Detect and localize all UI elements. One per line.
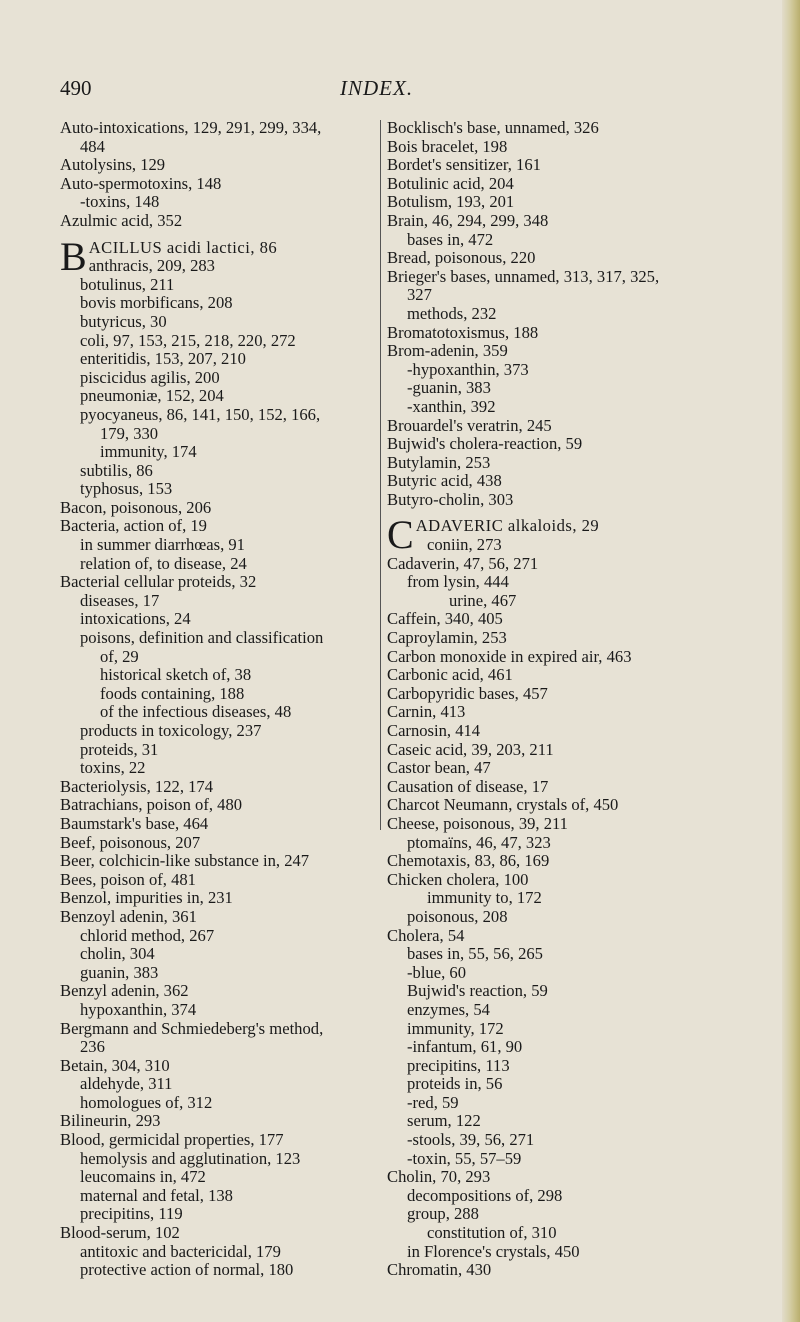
index-entry: in Florence's crystals, 450 [407, 1241, 580, 1261]
index-entry: piscicidus agilis, 200 [80, 367, 220, 387]
index-entry: decompositions of, 298 [407, 1185, 563, 1205]
index-entry: constitution of, 310 [427, 1223, 557, 1243]
index-entry-text: ACILLUS acidi lactici, 86 [88, 237, 278, 257]
index-entry: in summer diarrhœas, 91 [80, 535, 245, 555]
index-entry: Bacterial cellular proteids, 32 [60, 572, 257, 592]
index-entry: protective action of normal, 180 [80, 1260, 294, 1280]
index-entry: -hypoxanthin, 373 [407, 359, 529, 379]
index-entry: Brain, 46, 294, 299, 348 [387, 210, 549, 230]
index-entry: Carnin, 413 [387, 702, 466, 722]
index-entry: Beef, poisonous, 207 [60, 832, 201, 852]
index-entry: Caseic acid, 39, 203, 211 [387, 739, 554, 759]
index-entry: Carbon monoxide in expired air, 463 [387, 646, 632, 666]
index-entry: Brieger's bases, unnamed, 313, 317, 325, [387, 266, 660, 286]
page-header [60, 76, 760, 106]
index-entry: botulinus, 211 [80, 274, 175, 294]
index-entry: -guanin, 383 [407, 378, 491, 398]
index-entry: Bergmann and Schmiedeberg's method, [60, 1018, 324, 1038]
index-entry: 236 [80, 1037, 105, 1057]
index-entry: urine, 467 [449, 590, 517, 610]
index-entry: Cholin, 70, 293 [387, 1167, 491, 1187]
index-entry: Causation of disease, 17 [387, 776, 549, 796]
index-entry: from lysin, 444 [407, 572, 509, 592]
index-entry: Bread, poisonous, 220 [387, 248, 536, 268]
index-entry: Bacon, poisonous, 206 [60, 497, 212, 517]
index-entry: butyricus, 30 [80, 311, 167, 331]
index-entry: -toxin, 55, 57–59 [407, 1148, 522, 1168]
index-entry: Bujwid's cholera-reaction, 59 [387, 434, 583, 454]
index-entry: Bujwid's reaction, 59 [407, 981, 548, 1001]
index-entry: Auto-spermotoxins, 148 [60, 173, 222, 193]
index-entry: Cholera, 54 [387, 925, 465, 945]
index-column-right [387, 119, 763, 1280]
index-column-left [60, 119, 374, 1280]
index-entry: methods, 232 [407, 303, 497, 323]
index-entry: historical sketch of, 38 [100, 665, 252, 685]
index-entry: poisonous, 208 [407, 906, 508, 926]
index-entry: -toxins, 148 [80, 192, 160, 212]
index-entry: Azulmic acid, 352 [60, 210, 183, 230]
index-entry: -infantum, 61, 90 [407, 1037, 523, 1057]
index-entry: Carnosin, 414 [387, 721, 481, 740]
index-entry: aldehyde, 311 [80, 1074, 173, 1094]
index-entry: Cheese, poisonous, 39, 211 [387, 813, 568, 833]
index-entry: Bromatotoxismus, 188 [387, 322, 539, 342]
index-entry: Cadaverin, 47, 56, 271 [387, 553, 539, 573]
index-entry: chlorid method, 267 [80, 925, 215, 945]
column-rule [380, 120, 381, 830]
index-entry: antitoxic and bactericidal, 179 [80, 1241, 281, 1261]
index-entry: poisons, definition and classification [80, 628, 324, 648]
index-entry: Chicken cholera, 100 [387, 869, 529, 889]
running-head: INDEX. [340, 76, 414, 100]
index-entry: precipitins, 113 [407, 1055, 510, 1075]
index-entry: hemolysis and agglutination, 123 [80, 1148, 301, 1168]
index-entry: Benzyl adenin, 362 [60, 981, 189, 1001]
index-entry: -blue, 60 [407, 962, 466, 982]
index-entry: relation of, to disease, 24 [80, 553, 247, 573]
index-entry: Botulinic acid, 204 [387, 173, 514, 193]
index-entry: Benzol, impurities in, 231 [60, 888, 233, 908]
index-entry: Butyro-cholin, 303 [387, 489, 514, 509]
index-entry: diseases, 17 [80, 590, 160, 610]
index-entry: pyocyaneus, 86, 141, 150, 152, 166, [80, 404, 321, 424]
index-entry: cholin, 304 [80, 944, 155, 964]
index-entry: enzymes, 54 [407, 999, 490, 1019]
index-entry: Bilineurin, 293 [60, 1111, 161, 1131]
index-entry: intoxications, 24 [80, 609, 191, 629]
index-entry: Bocklisch's base, unnamed, 326 [387, 118, 599, 137]
index-entry: Benzoyl adenin, 361 [60, 906, 197, 926]
index-entry: group, 288 [407, 1204, 479, 1224]
index-entry: of, 29 [100, 646, 139, 666]
page-edge [782, 0, 800, 1322]
index-entry: Auto-intoxications, 129, 291, 299, 334, [60, 118, 322, 137]
index-entry: coniin, 273 [427, 535, 502, 555]
index-entry: Carbonic acid, 461 [387, 665, 513, 685]
index-entry-text: ADAVERIC alkaloids, 29 [415, 516, 600, 536]
page-number: 490 [60, 76, 92, 100]
index-entry: toxins, 22 [80, 758, 146, 778]
index-entry: Butyric acid, 438 [387, 471, 502, 491]
index-entry: 484 [80, 136, 105, 156]
index-entry: Butylamin, 253 [387, 452, 491, 472]
index-entry: maternal and fetal, 138 [80, 1185, 233, 1205]
index-entry: Autolysins, 129 [60, 155, 166, 175]
index-entry: Blood-serum, 102 [60, 1223, 180, 1243]
index-entry: bases in, 472 [407, 229, 494, 249]
index-entry: Brouardel's veratrin, 245 [387, 415, 552, 435]
index-entry: immunity, 174 [100, 442, 197, 462]
drop-cap-letter: C [387, 512, 414, 558]
index-entry: enteritidis, 153, 207, 210 [80, 349, 246, 369]
index-entry: products in toxicology, 237 [80, 721, 262, 740]
index-entry: Chemotaxis, 83, 86, 169 [387, 851, 550, 871]
index-entry: Bordet's sensitizer, 161 [387, 155, 541, 175]
index-entry: Chromatin, 430 [387, 1260, 492, 1280]
index-entry: Charcot Neumann, crystals of, 450 [387, 795, 619, 815]
index-entry: Castor bean, 47 [387, 758, 491, 778]
index-entry: Carbopyridic bases, 457 [387, 683, 548, 703]
index-entry: typhosus, 153 [80, 479, 173, 499]
index-entry: foods containing, 188 [100, 683, 245, 703]
index-entry: of the infectious diseases, 48 [100, 702, 292, 722]
index-entry: precipitins, 119 [80, 1204, 183, 1224]
index-entry: 327 [407, 285, 432, 305]
index-entry: Caproylamin, 253 [387, 628, 507, 648]
index-entry: anthracis, 209, 283 [88, 256, 215, 276]
index-entry: 179, 330 [100, 423, 159, 443]
index-entry: Betain, 304, 310 [60, 1055, 170, 1075]
index-entry: proteids in, 56 [407, 1074, 503, 1094]
index-entry: Bees, poison of, 481 [60, 869, 196, 889]
index-entry: proteids, 31 [80, 739, 159, 759]
index-entry: guanin, 383 [80, 962, 159, 982]
index-entry: bases in, 55, 56, 265 [407, 944, 543, 964]
index-entry: leucomains in, 472 [80, 1167, 206, 1187]
index-entry: -xanthin, 392 [407, 396, 496, 416]
index-entry: Brom-adenin, 359 [387, 341, 508, 361]
index-entry: Botulism, 193, 201 [387, 192, 515, 212]
index-entry: hypoxanthin, 374 [80, 999, 197, 1019]
index-entry: bovis morbificans, 208 [80, 293, 233, 313]
index-entry: coli, 97, 153, 215, 218, 220, 272 [80, 330, 296, 350]
index-entry: pneumoniæ, 152, 204 [80, 386, 224, 406]
index-entry: -red, 59 [407, 1092, 459, 1112]
index-entry: -stools, 39, 56, 271 [407, 1130, 535, 1150]
index-entry: Batrachians, poison of, 480 [60, 795, 243, 815]
index-entry: Bacteria, action of, 19 [60, 516, 207, 536]
index-entry: Beer, colchicin-like substance in, 247 [60, 851, 310, 871]
index-entry: Caffein, 340, 405 [387, 609, 503, 629]
index-entry: Blood, germicidal properties, 177 [60, 1130, 284, 1150]
index-entry: homologues of, 312 [80, 1092, 213, 1112]
index-entry: immunity, 172 [407, 1018, 504, 1038]
index-entry: serum, 122 [407, 1111, 481, 1131]
index-entry: Baumstark's base, 464 [60, 813, 209, 833]
index-entry: ptomaïns, 46, 47, 323 [407, 832, 551, 852]
index-entry: Bacteriolysis, 122, 174 [60, 776, 214, 796]
drop-cap-letter: B [60, 233, 87, 279]
index-entry: Bois bracelet, 198 [387, 136, 508, 156]
index-entry: immunity to, 172 [427, 888, 542, 908]
index-entry: subtilis, 86 [80, 460, 153, 480]
